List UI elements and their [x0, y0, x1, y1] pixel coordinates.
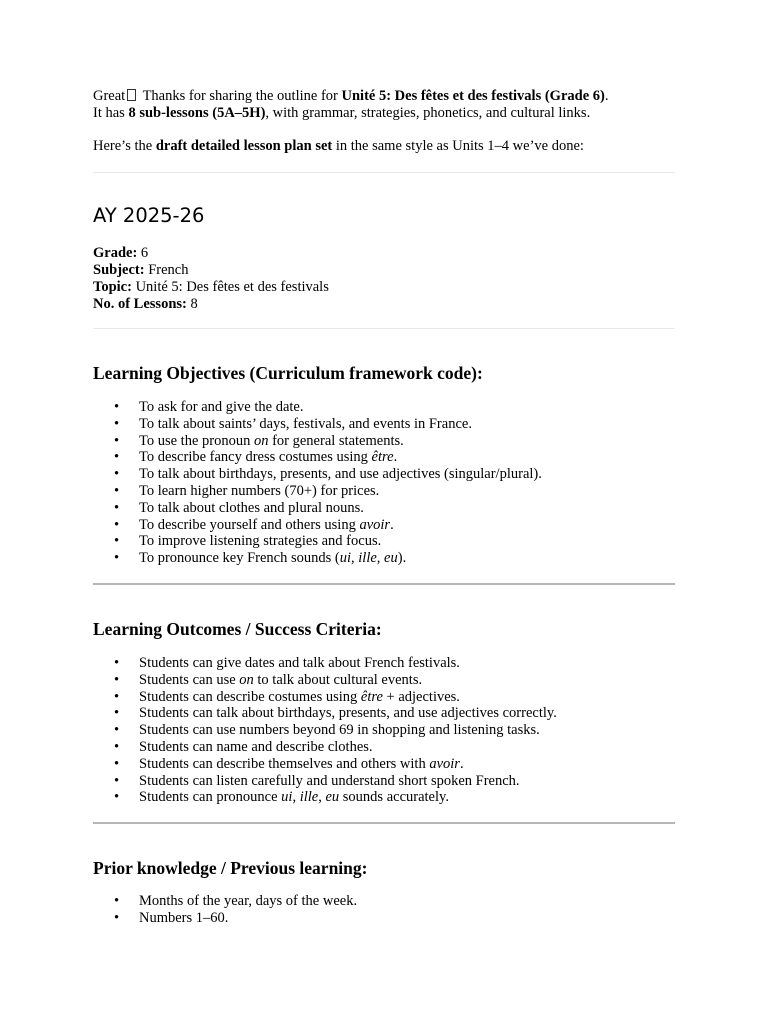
meta-value: Unité 5: Des fêtes et des festivals	[131, 279, 329, 295]
missing-emoji-icon	[127, 89, 136, 101]
emphasis-text: être	[360, 688, 383, 705]
list-item	[93, 689, 675, 706]
item-text: To describe yourself and others using	[139, 516, 360, 533]
list-item	[93, 483, 675, 500]
objectives-heading: Learning Objectives (Curriculum framework code):	[93, 363, 483, 383]
list-item	[93, 756, 675, 773]
item-text: Students can talk about birthdays, presents, and use adjectives correctly.	[139, 705, 557, 722]
bullet-icon: •	[114, 482, 120, 499]
list-item	[93, 433, 675, 450]
list-item	[93, 517, 675, 534]
bullet-icon: •	[114, 499, 120, 516]
bullet-icon: •	[114, 772, 120, 789]
bullet-icon: •	[114, 738, 120, 755]
list-item	[93, 672, 675, 689]
list-item	[93, 449, 675, 466]
intro-text: Here’s the	[93, 138, 156, 154]
list-item	[93, 722, 675, 739]
item-text: sounds accurately.	[339, 789, 449, 806]
draft-label: draft detailed lesson plan set	[155, 138, 333, 154]
item-text: To improve listening strategies and focus.	[139, 533, 382, 550]
item-text: ,	[376, 550, 385, 567]
emphasis-text: eu	[384, 550, 398, 567]
divider	[93, 172, 675, 173]
meta-value: 8	[186, 296, 198, 312]
item-text: Students can use	[139, 671, 240, 688]
bullet-icon: •	[114, 755, 120, 772]
bullet-icon: •	[114, 432, 120, 449]
emphasis-text: eu	[325, 789, 340, 806]
bullet-icon: •	[114, 688, 120, 705]
item-text: Numbers 1–60.	[139, 909, 229, 926]
bullet-icon: •	[114, 449, 120, 466]
item-text: To talk about saints’ days, festivals, and events in France.	[139, 415, 472, 432]
list-item	[93, 789, 675, 806]
unit-title: Unité 5: Des fêtes et des festivals (Grade 6)	[341, 88, 605, 104]
item-text: Students can name and describe clothes.	[139, 738, 373, 755]
bullet-icon: •	[114, 399, 120, 415]
emphasis-text: ille	[299, 789, 319, 806]
bullet-icon: •	[114, 655, 120, 671]
intro-greeting: Great	[93, 88, 126, 104]
bullet-icon: •	[114, 550, 120, 567]
bullet-icon: •	[114, 722, 120, 739]
meta-label: Subject:	[93, 262, 145, 278]
intro-text: .	[604, 88, 609, 104]
bullet-icon: •	[114, 705, 120, 722]
list-item	[93, 416, 675, 433]
item-text: ,	[292, 789, 300, 806]
item-text: Students can use numbers beyond 69 in shopping and listening tasks.	[139, 722, 540, 739]
item-text: ,	[318, 789, 326, 806]
divider	[93, 822, 675, 824]
list-item	[93, 739, 675, 756]
meta-topic	[93, 279, 329, 296]
item-text: To use the pronoun	[139, 432, 254, 449]
prior-knowledge-heading: Prior knowledge / Previous learning:	[93, 858, 368, 878]
item-text: Students can pronounce	[139, 789, 282, 806]
bullet-icon: •	[114, 893, 120, 909]
list-item	[93, 773, 675, 790]
item-text: .	[390, 516, 394, 533]
bullet-icon: •	[114, 789, 120, 806]
emphasis-text: avoir	[359, 516, 391, 533]
item-text: To talk about birthdays, presents, and use adjectives (singular/plural).	[139, 466, 542, 483]
item-text: to talk about cultural events.	[253, 671, 423, 688]
item-text: ).	[397, 550, 407, 567]
meta-label: No. of Lessons:	[93, 296, 187, 312]
item-text: Students can give dates and talk about French festivals.	[139, 655, 460, 671]
intro-paragraph	[93, 88, 675, 122]
list-item	[93, 655, 675, 672]
meta-grade	[93, 245, 329, 262]
list-item	[93, 705, 675, 722]
item-text: Students can listen carefully and understand short spoken French.	[139, 772, 520, 789]
prior-knowledge-list	[93, 893, 675, 927]
list-item	[93, 533, 675, 550]
bullet-icon: •	[114, 516, 120, 533]
item-text: .	[393, 449, 398, 466]
meta-label: Grade:	[93, 245, 138, 261]
list-item	[93, 500, 675, 517]
divider	[93, 328, 675, 329]
bullet-icon: •	[114, 466, 120, 483]
meta-value: French	[144, 262, 189, 278]
intro-text: It has	[93, 105, 129, 121]
item-text: To pronounce key French sounds (	[139, 550, 340, 567]
outcomes-list	[93, 655, 675, 806]
objectives-list	[93, 399, 675, 567]
bullet-icon: •	[114, 909, 120, 926]
item-text: Months of the year, days of the week.	[139, 893, 358, 909]
item-text: for general statements.	[268, 432, 404, 449]
emphasis-text: on	[253, 432, 269, 449]
item-text: To talk about clothes and plural nouns.	[139, 499, 364, 516]
intro-text: in the same style as Units 1–4 we’ve done:	[332, 138, 584, 154]
item-text: ,	[351, 550, 359, 567]
bullet-icon: •	[114, 671, 120, 688]
item-text: To ask for and give the date.	[139, 399, 304, 415]
list-item	[93, 550, 675, 567]
intro-text: Thanks for sharing the outline for	[139, 88, 342, 104]
item-text: .	[459, 755, 464, 772]
academic-year-heading: AY 2025-26	[93, 204, 205, 227]
list-item	[93, 466, 675, 483]
item-text: To describe fancy dress costumes using	[139, 449, 372, 466]
emphasis-text: on	[239, 671, 254, 688]
item-text: + adjectives.	[382, 688, 460, 705]
emphasis-text: ui	[339, 550, 352, 567]
bullet-icon: •	[114, 533, 120, 550]
list-item	[93, 399, 675, 416]
emphasis-text: être	[371, 449, 394, 466]
meta-label: Topic:	[93, 279, 132, 295]
lesson-meta	[93, 245, 329, 313]
emphasis-text: ille	[358, 550, 377, 567]
meta-value: 6	[137, 245, 149, 261]
intro-draft-paragraph	[93, 138, 675, 155]
meta-lessons	[93, 296, 329, 313]
sub-lessons-count: 8 sub-lessons (5A–5H)	[128, 105, 266, 121]
item-text: Students can describe costumes using	[139, 688, 361, 705]
bullet-icon: •	[114, 415, 120, 432]
intro-text: , with grammar, strategies, phonetics, and cultural links.	[265, 105, 591, 121]
item-text: Students can describe themselves and others with	[139, 755, 430, 772]
list-item	[93, 910, 675, 927]
list-item	[93, 893, 675, 910]
divider	[93, 583, 675, 585]
emphasis-text: avoir	[429, 755, 460, 772]
emphasis-text: ui	[281, 789, 293, 806]
outcomes-heading: Learning Outcomes / Success Criteria:	[93, 619, 382, 639]
item-text: To learn higher numbers (70+) for prices.	[139, 482, 380, 499]
meta-subject	[93, 262, 329, 279]
